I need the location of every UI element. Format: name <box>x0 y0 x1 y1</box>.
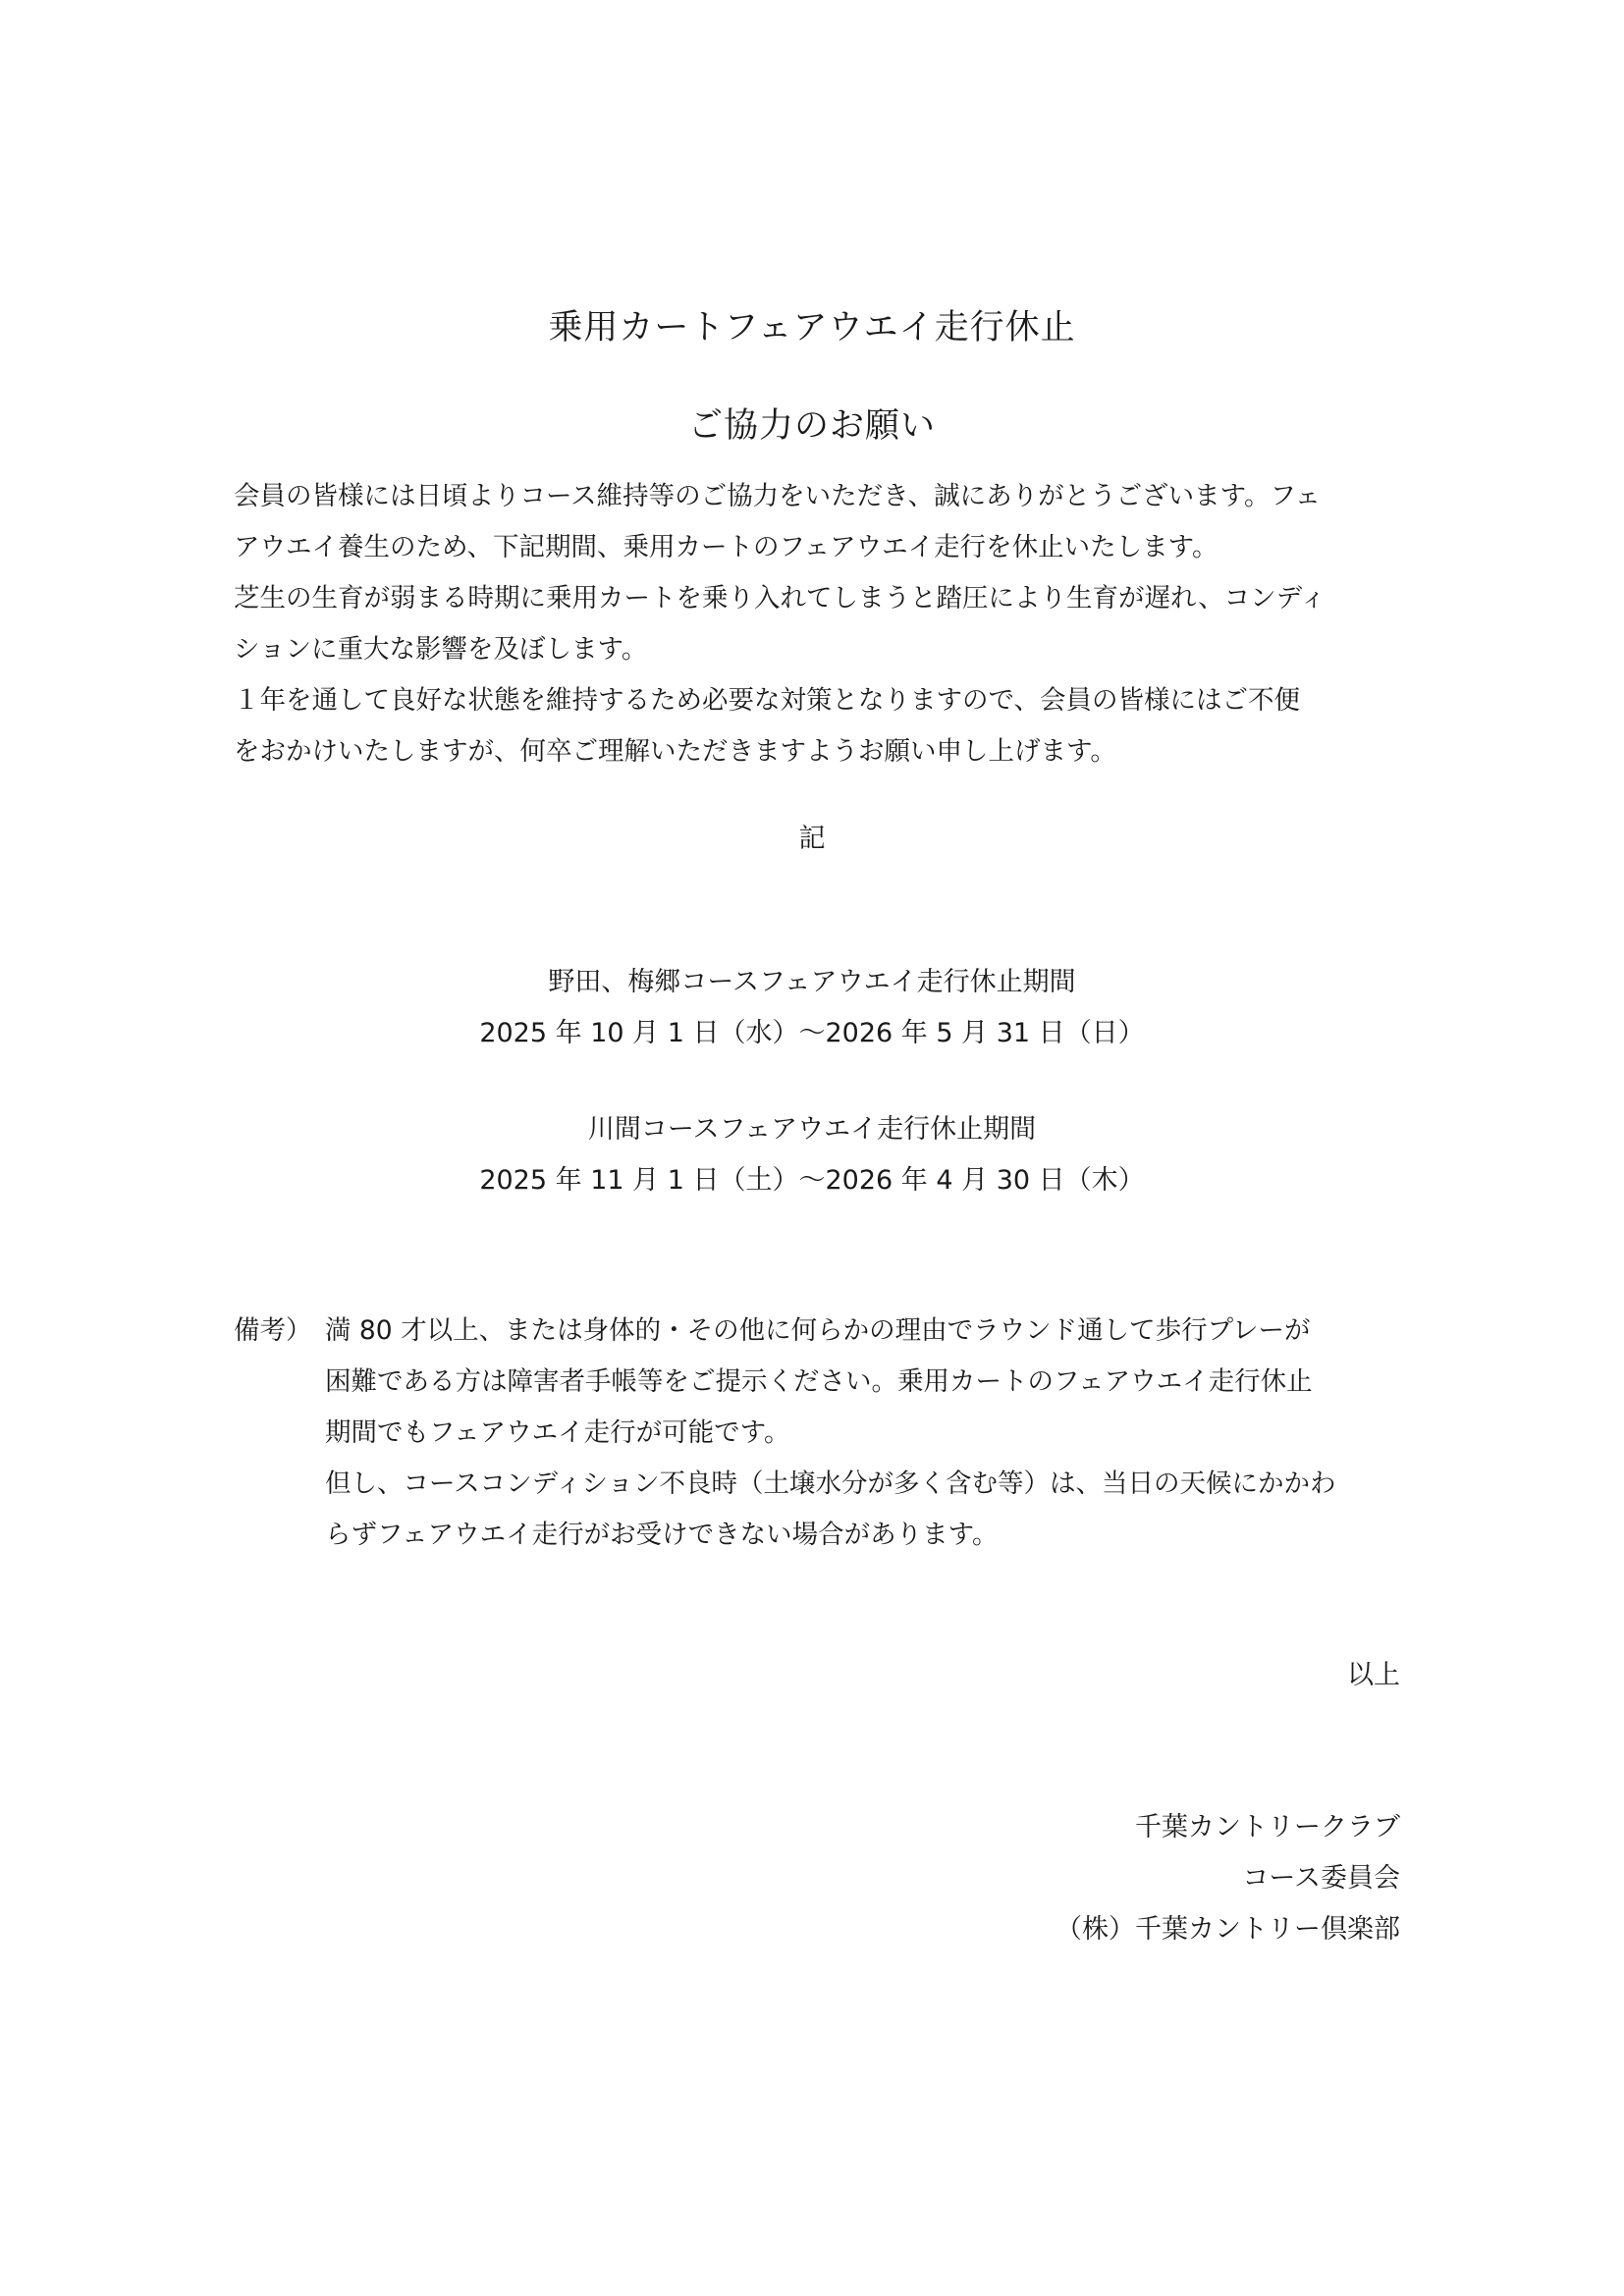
period-dates: 2025 年 10 月 1 日（水）～2026 年 5 月 31 日（日） <box>479 1018 1145 1048</box>
signature-block <box>1056 1802 1400 1955</box>
period-block-noda <box>0 957 1624 1059</box>
body-paragraph <box>234 471 1402 777</box>
period-dates: 2025 年 11 月 1 日（土）～2026 年 4 月 30 日（木） <box>479 1165 1145 1196</box>
body-line: をおかけいたしますが、何卒ご理解いただきますようお願い申し上げます。 <box>234 736 1116 767</box>
body-line: ションに重大な影響を及ぼします。 <box>234 634 648 665</box>
notes-line: 困難である方は障害者手帳等をご提示ください。乗用カートのフェアウエイ走行休止 <box>325 1366 1313 1397</box>
body-line: アウエイ養生のため、下記期間、乗用カートのフェアウエイ走行を休止いたします。 <box>234 532 1218 562</box>
period-block-kawama <box>0 1104 1624 1206</box>
signature-line: （株）千葉カントリー倶楽部 <box>1056 1914 1400 1945</box>
notes-lines <box>325 1306 1405 1561</box>
period-name: 野田、梅郷コースフェアウエイ走行休止期間 <box>548 967 1076 997</box>
document-subtitle: ご協力のお願い <box>687 406 936 446</box>
period-name: 川間コースフェアウエイ走行休止期間 <box>587 1114 1037 1145</box>
ki-heading: 記 <box>798 824 826 854</box>
notes-line: 但し、コースコンディション不良時（土壌水分が多く含む等）は、当日の天候にかかわ <box>325 1468 1336 1499</box>
body-line: １年を通して良好な状態を維持するため必要な対策となりますので、会員の皆様にはご不便 <box>234 685 1300 716</box>
notes-line: らずフェアウエイ走行がお受けできない場合があります。 <box>325 1520 999 1550</box>
body-line: 会員の皆様には日頃よりコース維持等のご協力をいただき、誠にありがとうございます。フェ <box>234 481 1322 511</box>
signature-line: 千葉カントリークラブ <box>1135 1812 1400 1842</box>
closing-text: 以上 <box>1347 1660 1400 1690</box>
document-title: 乗用カートフェアウエイ走行休止 <box>548 308 1076 347</box>
signature-line: コース委員会 <box>1242 1863 1400 1894</box>
notes-label: 備考） <box>234 1315 312 1346</box>
notes-line: 期間でもフェアウエイ走行が可能です。 <box>325 1417 790 1448</box>
notes-line: 満 80 才以上、または身体的・その他に何らかの理由でラウンド通して歩行プレーが <box>325 1315 1311 1346</box>
body-line: 芝生の生育が弱まる時期に乗用カートを乗り入れてしまうと踏圧により生育が遅れ、コンディ <box>234 583 1326 614</box>
